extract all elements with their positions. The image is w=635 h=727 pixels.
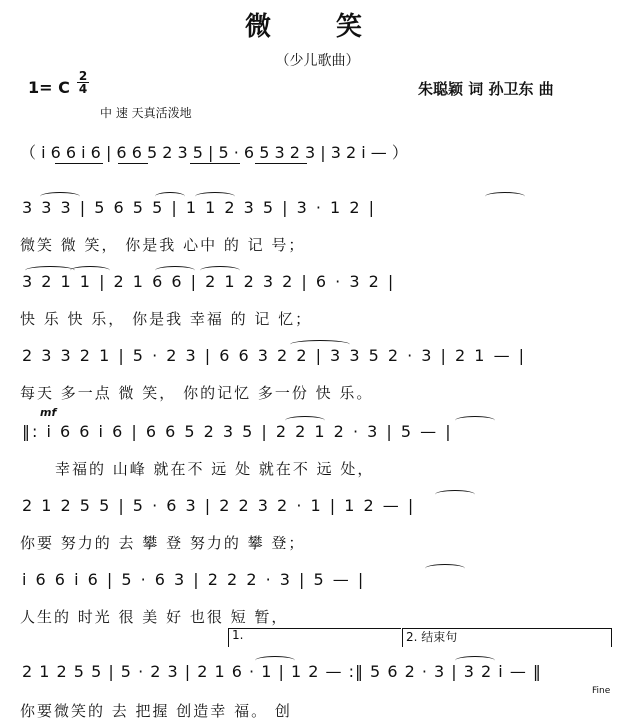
slur <box>435 490 475 499</box>
notes-line-8: 2 1 2 5 5 | 5 · 2 3 | 2 1 6 · 1 | 1 2 — :‖ 5 6 2 · 3 | 3 2 i — ‖ <box>22 662 542 681</box>
volta-first <box>228 628 401 647</box>
time-bottom: 4 <box>78 82 88 96</box>
score-line-7 <box>0 570 635 606</box>
notes-line-4: 2 3 3 2 1 | 5 · 2 3 | 6 6 3 2 2 | 3 3 5 2 · 3 | 2 1 — | <box>22 346 527 365</box>
slur <box>290 340 350 349</box>
notes-line-3: 3 2 1 1 | 2 1 6 6 | 2 1 2 3 2 | 6 · 3 2 | <box>22 272 396 291</box>
slur <box>70 266 110 275</box>
score-line-4 <box>0 346 635 382</box>
page-title: 微 笑 <box>244 12 391 42</box>
time-signature <box>77 70 89 95</box>
subtitle: （少儿歌曲） <box>275 53 360 69</box>
slur <box>455 416 495 425</box>
slur <box>455 656 495 665</box>
score-line-1 <box>0 140 635 176</box>
lyrics-text: 人生的 时光 很 美 好 也很 短 暂， <box>20 608 289 626</box>
score-line-8 <box>0 662 635 698</box>
lyrics-text: 你要微笑的 去 把握 创造幸 福。 创 <box>20 702 292 720</box>
notes-line-7: i 6 6 i 6 | 5 · 6 3 | 2 2 2 · 3 | 5 — | <box>22 570 366 589</box>
beam <box>190 163 240 164</box>
score-line-3 <box>0 272 635 308</box>
score-line-6 <box>0 496 635 532</box>
lyrics-text: 微笑 微 笑， 你是我 心中 的 记 号； <box>20 236 306 254</box>
credits: 朱聪颖 词 孙卫东 曲 <box>418 80 554 98</box>
lyrics-text: 每天 多一点 微 笑， 你的记忆 多一份 快 乐。 <box>20 384 374 402</box>
dynamic-mf: mf <box>40 406 57 419</box>
volta-first-label: 1. <box>232 628 244 642</box>
slur <box>285 416 325 425</box>
slur <box>25 266 75 275</box>
slur <box>155 266 195 275</box>
slur <box>40 192 80 201</box>
beam <box>118 163 148 164</box>
beam <box>255 163 307 164</box>
lyrics-text: 快 乐 快 乐， 你是我 幸福 的 记 忆； <box>20 310 313 328</box>
slur <box>425 564 465 573</box>
slur <box>195 192 235 201</box>
key-signature: 1= C <box>28 78 70 97</box>
notes-line-6: 2 1 2 5 5 | 5 · 6 3 | 2 2 3 2 · 1 | 1 2 — | <box>22 496 416 515</box>
slur <box>255 656 295 665</box>
lyrics-text: 幸福的 山峰 就在不 远 处 就在不 远 处， <box>55 460 375 478</box>
slur <box>200 266 240 275</box>
fine-marking: Fine <box>592 686 611 696</box>
notes-line-1: （ i 6 6 i 6 | 6 6 5 2 3 5 | 5 · 6 5 3 2 3 | 3 2 i — ） <box>20 143 408 162</box>
beam <box>55 163 103 164</box>
slur <box>155 192 185 201</box>
notes-line-5: ‖: i 6 6 i 6 | 6 6 5 2 3 5 | 2 2 1 2 · 3 | 5 — | <box>22 422 453 441</box>
score-line-2 <box>0 198 635 234</box>
tempo-marking: 中 速 天真活泼地 <box>100 106 192 120</box>
slur <box>485 192 525 201</box>
score-line-5 <box>0 422 635 458</box>
notes-line-2: 3 3 3 | 5 6 5 5 | 1 1 2 3 5 | 3 · 1 2 | <box>22 198 376 217</box>
time-top: 2 <box>78 69 88 83</box>
volta-second-label: 2. 结束句 <box>406 630 458 644</box>
lyrics-text: 你要 努力的 去 攀 登 努力的 攀 登； <box>20 534 306 552</box>
